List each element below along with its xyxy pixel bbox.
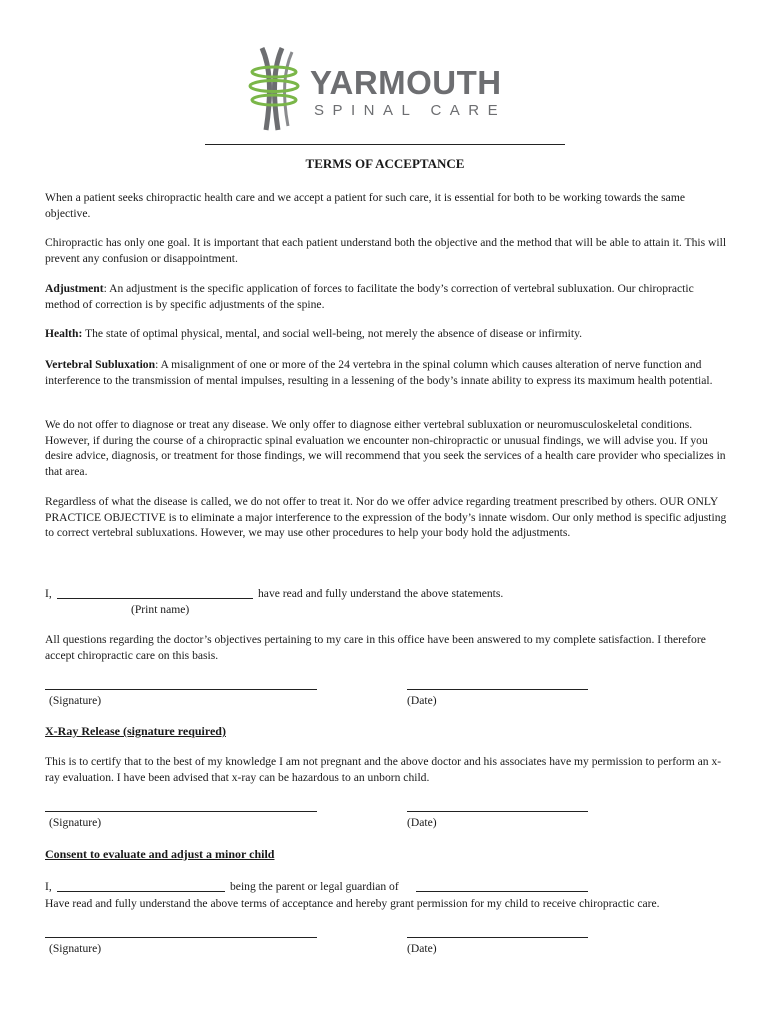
- minor-consent-title: Consent to evaluate and adjust a minor child: [45, 847, 275, 861]
- questions-paragraph: All questions regarding the doctor’s objectives pertaining to my care in this office have been answered to my complete satisfaction. I therefore accept chiropractic care on this basis.: [45, 633, 706, 662]
- objective-paragraph: Regardless of what the disease is called, we do not offer to treat it. Nor do we offer advice regarding treatment prescribed by others. OUR ONLY PRACTICE OBJECTIVE is to eliminate a major interference to the expression of the body’s innate wisdom. Our only method is specific adjusting to correct vertebral subluxations. However, we may use other procedures to help your body hold the adjustments.: [45, 495, 727, 539]
- child-name-field[interactable]: [416, 891, 588, 892]
- signature-label-2: (Signature): [49, 816, 102, 829]
- print-name-label: (Print name): [131, 603, 190, 616]
- minor-consent-text: Have read and fully understand the above terms of acceptance and hereby grant permission for my child to receive chiropractic care.: [45, 897, 660, 910]
- signature-field-1[interactable]: [45, 689, 317, 690]
- minor-prefix: I,: [45, 880, 52, 893]
- signature-field-3[interactable]: [45, 937, 317, 938]
- signature-field-2[interactable]: [45, 811, 317, 812]
- date-field-2[interactable]: [407, 811, 588, 812]
- acknowledge-suffix: have read and fully understand the above statements.: [258, 587, 504, 600]
- minor-middle-text: being the parent or legal guardian of: [230, 880, 399, 893]
- adjustment-term: Adjustment: [45, 282, 104, 295]
- acknowledge-prefix: I,: [45, 587, 52, 600]
- logo-word-spinal-care: SPINAL CARE: [314, 102, 507, 119]
- subluxation-text: : A misalignment of one or more of the 24 vertebra in the spinal column which causes alteration of nerve function and interference to the transmission of mental impulses, resulting in a lessening of the body’s innate ability to express its maximum health potential.: [45, 358, 713, 387]
- date-field-3[interactable]: [407, 937, 588, 938]
- diagnosis-paragraph: We do not offer to diagnose or treat any disease. We only offer to diagnose either vertebral subluxation or neuromusculoskeletal conditions. However, if during the course of a chiropractic spinal evaluation we encounter non-chiropractic or unusual findings, we will advise you. If you desire advice, diagnosis, or treatment for those findings, we will recommend that you seek the services of a health care provider who specializes in that area.: [45, 418, 726, 478]
- date-field-1[interactable]: [407, 689, 588, 690]
- health-definition: [45, 326, 730, 342]
- title-rule: [205, 144, 565, 145]
- xray-title: X-Ray Release (signature required): [45, 724, 226, 738]
- logo: [248, 46, 528, 132]
- logo-word-yarmouth: YARMOUTH: [310, 64, 502, 101]
- parent-name-field[interactable]: [57, 891, 225, 892]
- subluxation-term: Vertebral Subluxation: [45, 358, 156, 371]
- date-label-3: (Date): [407, 942, 437, 955]
- goal-paragraph: Chiropractic has only one goal. It is important that each patient understand both the objective and the method that will be able to attain it. This will prevent any confusion or disappointment.: [45, 236, 727, 265]
- health-term: Health:: [45, 327, 83, 340]
- health-text: The state of optimal physical, mental, and social well-being, not merely the absence of disease or infirmity.: [82, 327, 583, 340]
- adjustment-text: : An adjustment is the specific application of forces to facilitate the body’s correction of vertebral subluxation. Our chiropractic method of correction is by specific adjustments of the spine.: [45, 282, 694, 311]
- signature-label-3: (Signature): [49, 942, 102, 955]
- adjustment-definition: [45, 281, 730, 312]
- signature-label-1: (Signature): [49, 694, 102, 707]
- subluxation-definition: [45, 357, 730, 388]
- date-label-1: (Date): [407, 694, 437, 707]
- date-label-2: (Date): [407, 816, 437, 829]
- page-title: TERMS OF ACCEPTANCE: [305, 156, 465, 171]
- intro-paragraph: When a patient seeks chiropractic health care and we accept a patient for such care, it is essential for both to be working towards the same objective.: [45, 191, 685, 220]
- xray-paragraph: This is to certify that to the best of my knowledge I am not pregnant and the above doctor and his associates have my permission to perform an x-ray evaluation. I have been advised that x-ray can be hazardous to an unborn child.: [45, 755, 722, 784]
- print-name-field[interactable]: [57, 598, 253, 599]
